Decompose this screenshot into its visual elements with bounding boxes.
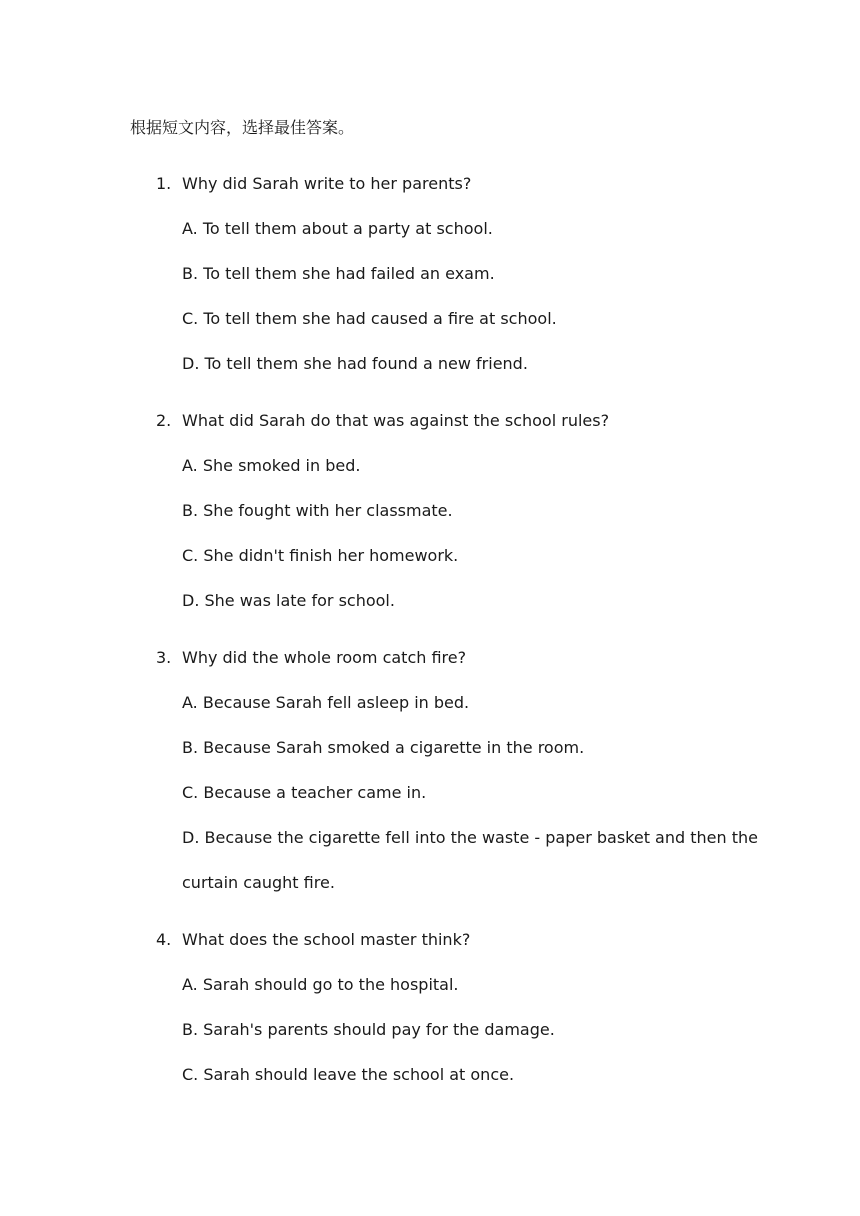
q1-option-b: B. To tell them she had failed an exam. [182, 264, 495, 283]
question-3 [156, 647, 466, 669]
q3-option-a: A. Because Sarah fell asleep in bed. [182, 693, 470, 712]
q2-option-d: D. She was late for school. [182, 591, 395, 610]
q2-option-c: C. She didn't finish her homework. [182, 546, 459, 565]
question-1 [156, 173, 471, 195]
question-number: 1. [156, 174, 172, 193]
question-4 [156, 929, 470, 951]
instruction-text: 根据短文内容，选择最佳答案。 [130, 118, 355, 137]
question-2 [156, 410, 609, 432]
q3-option-d: D. Because the cigarette fell into the waste - paper basket and then the [182, 828, 758, 847]
q1-option-c: C. To tell them she had caused a fire at school. [182, 309, 557, 328]
q4-option-b: B. Sarah's parents should pay for the damage. [182, 1020, 555, 1039]
q3-option-d-continued: curtain caught fire. [182, 873, 335, 892]
question-number: 3. [156, 648, 172, 667]
q1-option-d: D. To tell them she had found a new friend. [182, 354, 528, 373]
q3-option-b: B. Because Sarah smoked a cigarette in the room. [182, 738, 585, 757]
q4-option-a: A. Sarah should go to the hospital. [182, 975, 459, 994]
question-number: 2. [156, 411, 172, 430]
question-text: Why did Sarah write to her parents? [182, 174, 472, 193]
q2-option-a: A. She smoked in bed. [182, 456, 361, 475]
question-number: 4. [156, 930, 172, 949]
question-text: What did Sarah do that was against the school rules? [182, 411, 610, 430]
q4-option-c: C. Sarah should leave the school at once. [182, 1065, 515, 1084]
q2-option-b: B. She fought with her classmate. [182, 501, 453, 520]
question-text: What does the school master think? [182, 930, 471, 949]
question-text: Why did the whole room catch fire? [182, 648, 467, 667]
q3-option-c: C. Because a teacher came in. [182, 783, 427, 802]
q1-option-a: A. To tell them about a party at school. [182, 219, 493, 238]
